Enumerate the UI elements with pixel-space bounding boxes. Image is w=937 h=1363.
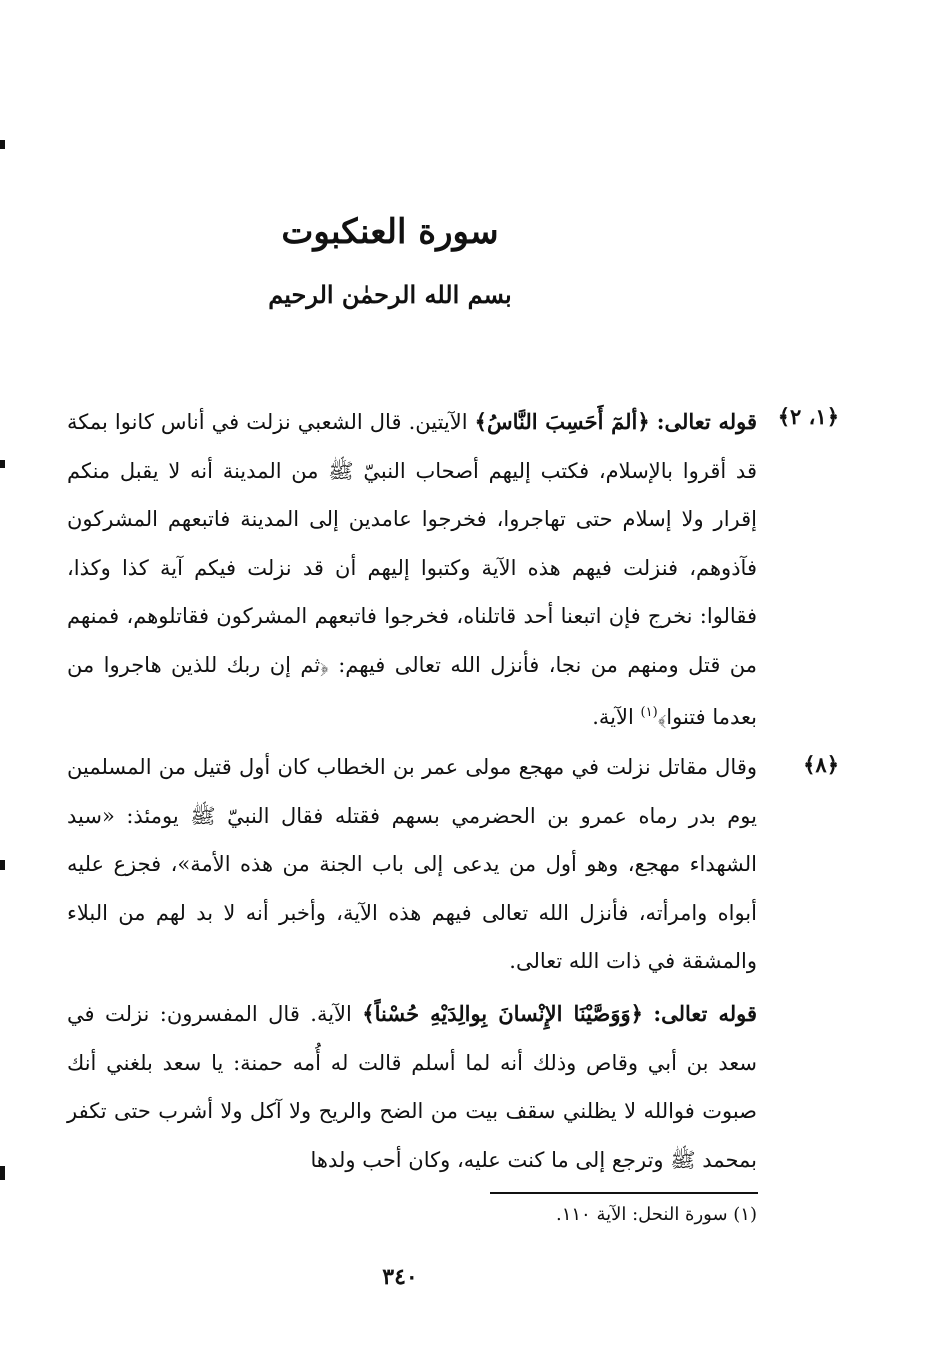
- basmala: بسم الله الرحمٰن الرحيم: [268, 280, 512, 309]
- scan-edge-mark: [0, 1166, 5, 1180]
- commentary-section: [67, 990, 757, 1184]
- scan-edge-mark: [0, 140, 5, 149]
- verse-reference: ﴿١، ٢﴾: [777, 404, 839, 429]
- surah-title: سورة العنكبوت: [281, 212, 499, 252]
- scan-edge-mark: [0, 460, 5, 468]
- quranic-verse: ﴿ألمٓ أَحَسِبَ النَّاسُ﴾: [474, 409, 650, 434]
- body-text: الآية. قال المفسرون: نزلت في سعد بن أبي وقاص وذلك أنه لما أسلم قالت له أُمه حمنة: يا سعد بلغني أنك صبوت فوالله لا يظلني سقف بيت من الضح والريح ولا آكل ولا أشرب حتى تكفر بمحمد ﷺ وترجع إلى ما كنت عليه، وكان أحب ولدها: [67, 1002, 757, 1172]
- commentary-section: [67, 743, 757, 986]
- paragraph: [67, 743, 757, 986]
- lead-phrase: قوله تعالى:: [653, 1001, 757, 1026]
- quranic-verse: ﴿وَوَصَّيْنَا الإِنْسانَ بِوالِدَيْهِ حُسْناً﴾: [362, 1001, 643, 1026]
- footnote-divider: [490, 1192, 758, 1194]
- verse-reference: ﴿٨﴾: [803, 752, 839, 777]
- scan-edge-mark: [0, 860, 5, 870]
- footnote-marker: (١): [640, 705, 658, 720]
- paragraph: [67, 990, 757, 1184]
- body-text: وقال مقاتل نزلت في مهجع مولى عمر بن الخطاب كان أول قتيل من المسلمين يوم بدر رماه عمرو بن الحضرمي بسهم فقتله فقال النبيّ ﷺ يومئذ: «سيد الشهداء مهجع، وهو أول من يدعى إلى باب الجنة من هذه الأمة»، فجزع عليه أبواه وامرأته، فأنزل الله تعالى فيهم هذه الآية، وأخبر أنه لا بد لهم من البلاء والمشقة في ذات الله تعالى.: [67, 755, 757, 973]
- footnote: (١) سورة النحل: الآية ١١٠.: [555, 1204, 757, 1225]
- body-text: الآيتين. قال الشعبي نزلت في أناس كانوا بمكة قد أقروا بالإسلام، فكتب إليهم أصحاب النبيّ ﷺ من المدينة أنه لا يقبل منكم إقرار ولا إسلام حتى تهاجروا، فخرجوا عامدين إلى المدينة فاتبعهم المشركون فآذوهم، فنزلت فيهم هذه الآية وكتبوا إليهم أن قد نزلت فيكم آية كذا وكذا، فقالوا: نخرج فإن اتبعنا أحد قاتلناه، فخرجوا فاتبعهم المشركون فقاتلوهم، فمنهم من قتل ومنهم من نجا، فأنزل الله تعالى فيهم: ﴿ثم إن ربك للذين هاجروا من بعدما فتنوا﴾: [67, 410, 757, 729]
- body-text-tail: الآية.: [592, 705, 641, 729]
- commentary-section: [67, 398, 757, 742]
- lead-phrase: قوله تعالى:: [656, 409, 757, 434]
- paragraph: [67, 398, 757, 742]
- page-number: ٣٤٠: [382, 1264, 418, 1290]
